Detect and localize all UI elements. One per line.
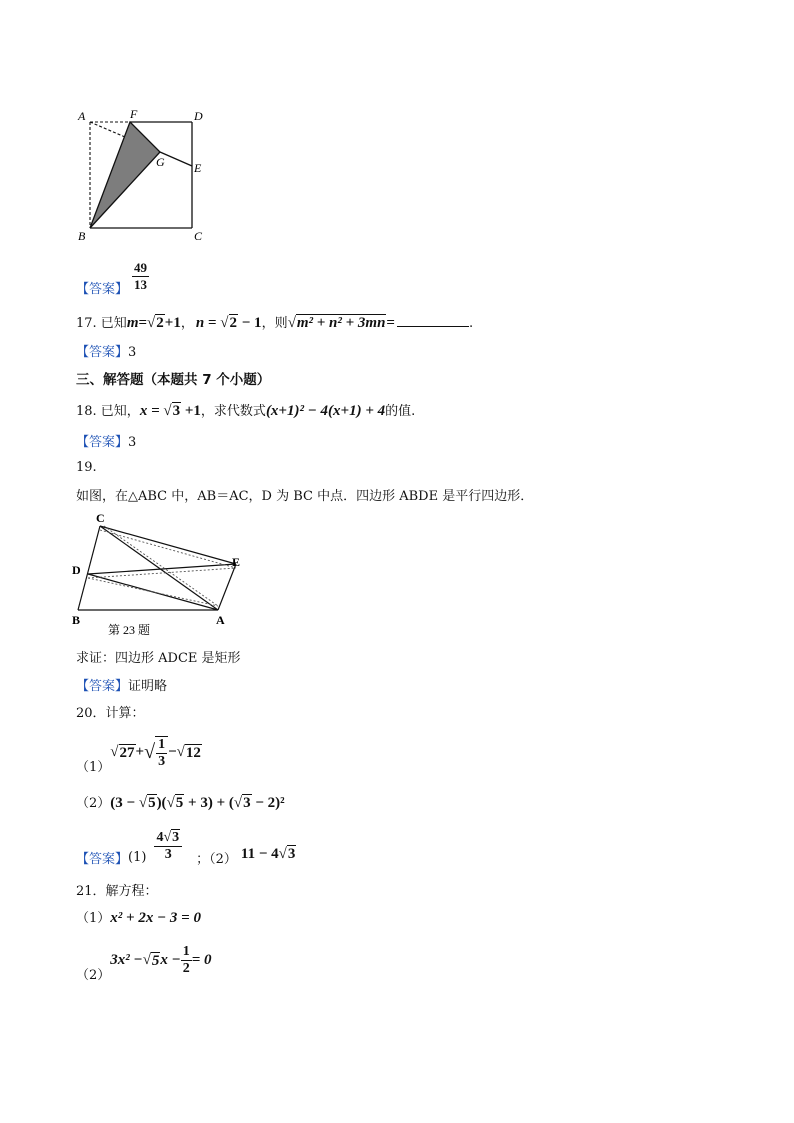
q17-eq: = (386, 315, 395, 331)
q19-prove: 求证：四边形 ADCE 是矩形 (76, 651, 241, 666)
q17-answer: 【答案】3 (76, 345, 137, 360)
q21-part1: （1） x² + 2x − 3 = 0 (76, 910, 201, 926)
q18-x-def: x = √3 +1 (139, 403, 201, 419)
label-F: F (130, 107, 138, 121)
q17-period: . (468, 316, 474, 331)
q20-answer: 【答案】 (1) $\frac{4√3}{3}$ ；（2） 11 − 4√3 (76, 830, 296, 867)
q17-sep: ， (180, 316, 194, 331)
q20-part1: （1） √ 27 + √ $\frac{1}{3}$ − √ 12 (76, 736, 201, 775)
q20-p2-expr: (3 − √5)(√5 + 3) + (√3 − 2)² (110, 795, 285, 811)
label-B: B (78, 229, 86, 243)
q19-answer: 【答案】证明略 (76, 679, 168, 694)
answer-fraction (132, 260, 149, 293)
label-A: A (78, 109, 86, 123)
q20-p1-expr: √ 27 + √ $\frac{1}{3}$ − √ 12 (110, 736, 201, 769)
q21-p1-eq: x² + 2x − 3 = 0 (110, 910, 201, 926)
q21-part2: （2） 3x² − √ 5 x − $\frac{1}{2}$ = 0 (76, 944, 212, 983)
answer-tag: 【答案】 (76, 282, 129, 297)
q21-p2-eq: 3x² − √ 5 x − $\frac{1}{2}$ = 0 (110, 944, 212, 976)
q20-a1-fraction: $\frac{4√3}{3}$ (154, 830, 182, 863)
q20-number: 20．计算： (76, 706, 145, 721)
q21-number: 21．解方程： (76, 884, 158, 899)
q16-answer (76, 256, 149, 297)
q17-m: m=√2+1 (126, 315, 181, 331)
q17-then: ，则 (261, 316, 288, 331)
q17-blank (397, 326, 469, 327)
q18-answer: 【答案】3 (76, 435, 137, 450)
q20-a2: 11 − 4√3 (240, 846, 296, 862)
q17-question (76, 312, 473, 332)
label-E: E (232, 555, 241, 569)
q17-expr: √m² + n² + 3mn (287, 315, 386, 331)
label-E: E (194, 161, 202, 175)
label-C: C (96, 511, 105, 525)
q18-question: 18. 已知， x = √3 +1 ，求代数式 (x+1)² − 4(x+1) + 4 的值. (76, 403, 416, 419)
label-G: G (156, 155, 165, 169)
label-C: C (194, 229, 203, 243)
frac-num: 49 (134, 260, 148, 275)
q19-text: 如图，在△ABC 中，AB＝AC，D 为 BC 中点．四边形 ABDE 是平行四边形． (76, 489, 534, 504)
section-title: 三、解答题（本题共 7 个小题） (76, 372, 271, 388)
q19-number: 19. (76, 460, 97, 475)
figure-caption: 第 23 题 (108, 623, 151, 637)
square-fold-figure (70, 104, 220, 244)
label-B: B (72, 613, 81, 627)
parallelogram-figure (68, 508, 248, 642)
label-D: D (194, 109, 203, 123)
q17-n: n = √2 − 1 (195, 315, 262, 331)
q18-expr: (x+1)² − 4(x+1) + 4 (265, 403, 386, 419)
label-A: A (216, 613, 225, 627)
q17-number: 17. 已知 (76, 316, 127, 331)
frac-den: 13 (134, 277, 148, 292)
q20-part2: （2） (3 − √5)(√5 + 3) + (√3 − 2)² (76, 795, 285, 811)
label-D: D (72, 563, 81, 577)
